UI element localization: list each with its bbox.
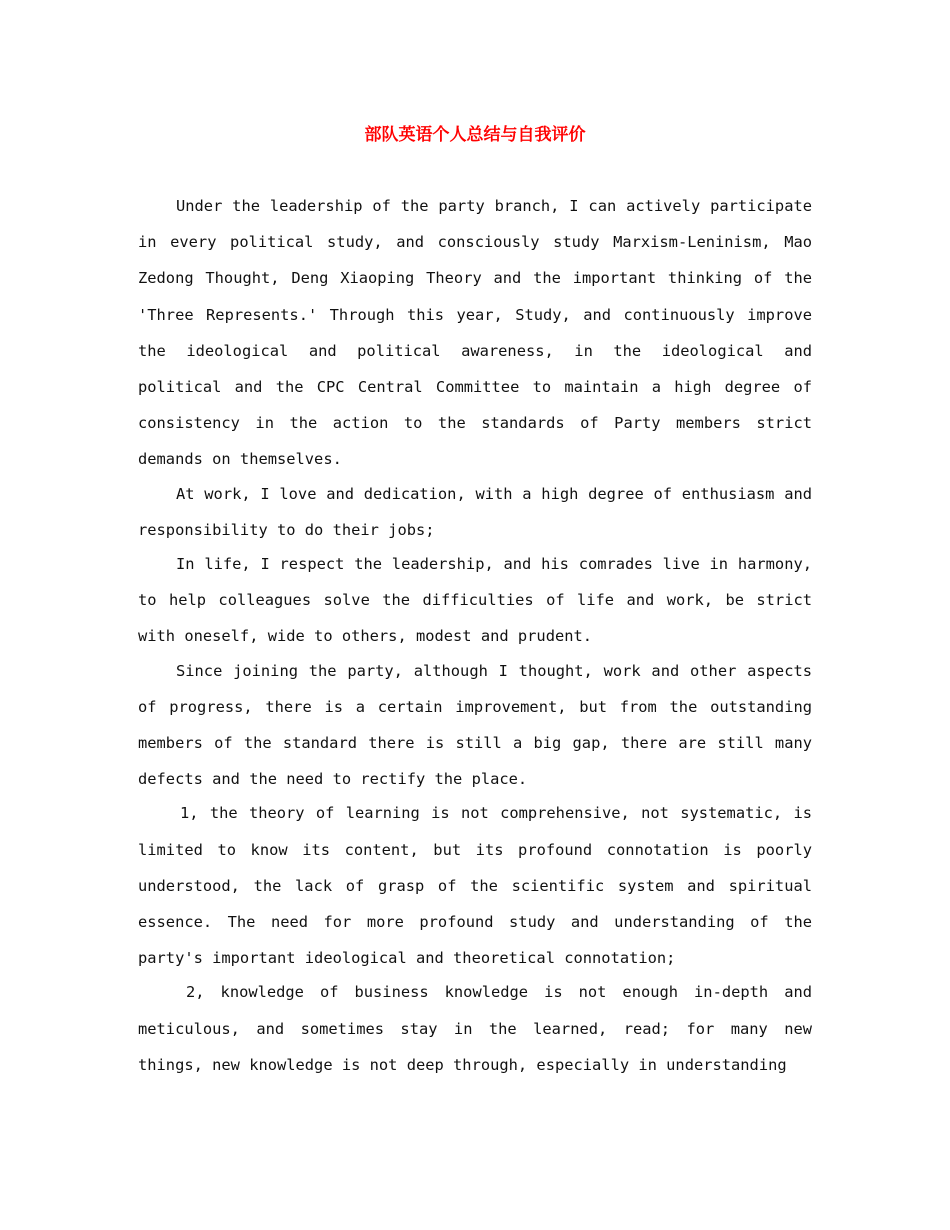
paragraph-point-1: 1, the theory of learning is not comprehensive, not systematic, is limited to know its content, but its profound connotation is poorly understood, the lack of grasp of the scientific system and spiritual essence. The need for more profound study and understanding of the party's important ideological and theoretical connotation;: [138, 804, 812, 968]
paragraph-political-study: Under the leadership of the party branch, I can actively participate in every political study, and consciously study Marxism-Leninism, Mao Zedong Thought, Deng Xiaoping Theory and the important thinking of the 'Three Represents.' Through this year, Study, and continuously improve the ideological and political awareness, in the ideological and political and the CPC Central Committee to maintain a high degree of consistency in the action to the standards of Party members strict demands on themselves.: [138, 197, 812, 469]
paragraph-life: In life, I respect the leadership, and his comrades live in harmony, to help colleagues solve the difficulties of life and work, be strict with oneself, wide to others, modest and prudent.: [138, 555, 812, 646]
document-title: 部队英语个人总结与自我评价: [364, 125, 586, 145]
paragraph-point-2: 2, knowledge of business knowledge is not enough in-depth and meticulous, and sometimes stay in the learned, read; for many new things, new knowledge is not deep through, especially in understanding: [138, 983, 812, 1074]
paragraph-shortcomings-intro: Since joining the party, although I thought, work and other aspects of progress, there is a certain improvement, but from the outstanding members of the standard there is still a big gap, there are still many defects and the need to rectify the place.: [138, 661, 812, 789]
document-body: [138, 188, 812, 1081]
paragraph-work: At work, I love and dedication, with a high degree of enthusiasm and responsibility to do their jobs;: [138, 484, 812, 539]
